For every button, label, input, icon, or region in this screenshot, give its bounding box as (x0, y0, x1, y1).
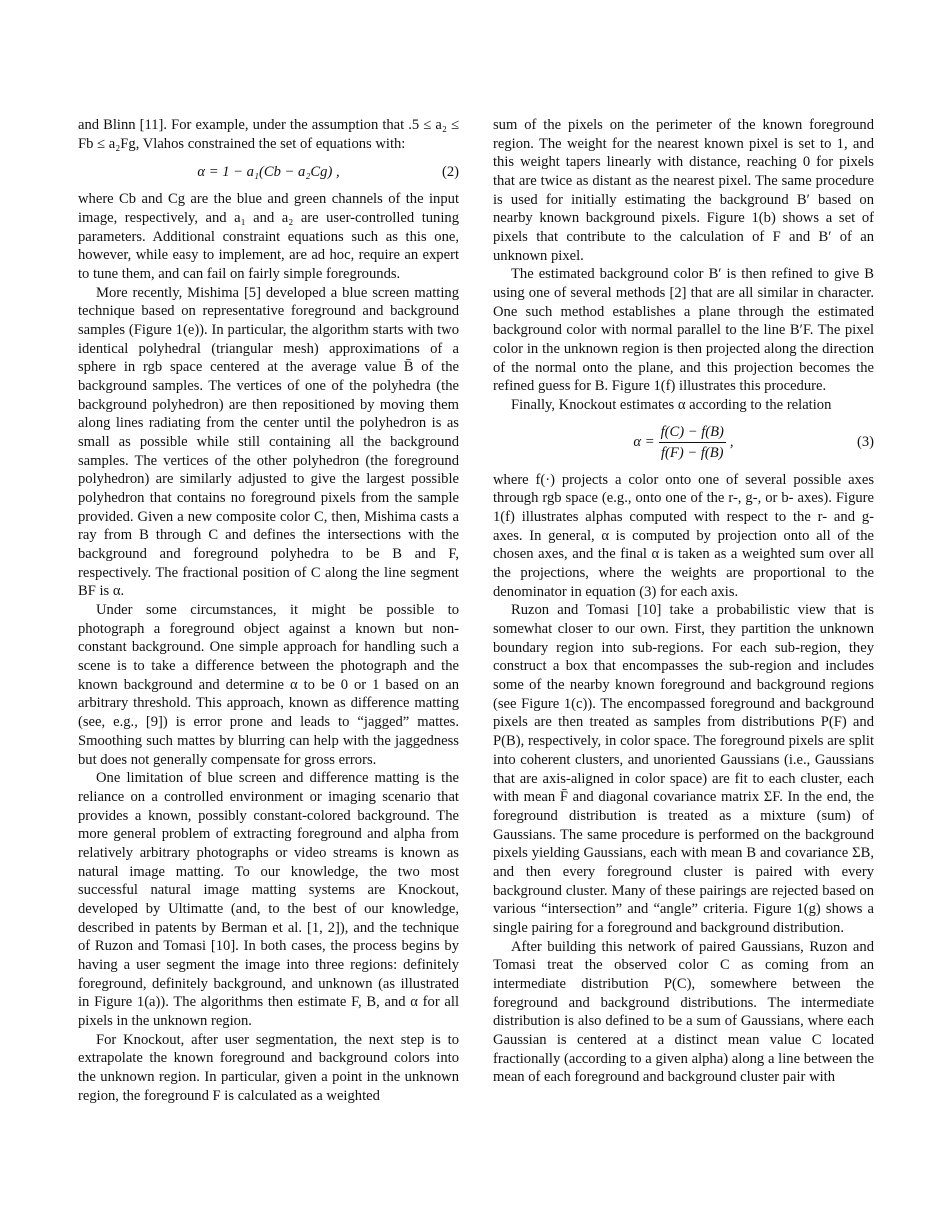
equation-expression: α = 1 − a₁(Cb − a₂Cg) , (197, 163, 340, 180)
paragraph: sum of the pixels on the perimeter of the known foreground region. The weight for the nearest known pixel is set to 1, and this weight tapers linearly with distance, reaching 0 for pixels that are twice as distant as the nearest pixel. The same procedure is used for initially estimating the background B′ based on nearby known background pixels. Figure 1(b) shows a set of pixels that contribute to the calculation of F and B′ of an unknown pixel. (493, 117, 874, 264)
paragraph: Under some circumstances, it might be possible to photograph a foreground object against a known but non-constant background. One simple approach for handling such a scene is to take a difference between the photograph and the known background and determine α to be 0 or 1 based on an arbitrary threshold. This approach, known as difference matting (see, e.g., [9]) is error prone and leads to “jagged” mattes. Smoothing such mattes by blurring can help with the jaggedness but does not generally compensate for gross errors. (78, 602, 459, 768)
fraction (659, 423, 726, 463)
numerator: f(C) − f(B) (659, 423, 726, 444)
paragraph: The estimated background color B′ is then refined to give B using one of several methods [2] that are all similar in character. One such method establishes a plane through the estimated background color with normal parallel to the line B′F. The pixel color in the unknown region is then projected along the direction of the normal onto the plane, and this projection becomes the refined guess for B. Figure 1(f) illustrates this procedure. (493, 266, 874, 395)
paragraph: After building this network of paired Gaussians, Ruzon and Tomasi treat the observed color C as coming from an intermediate distribution P(C), somewhere between the foreground and background distributions. The intermediate distribution is also defined to be a sum of Gaussians, where each Gaussian is centered at a distinct mean value C located fractionally (according to a given alpha) along a line between the mean of each foreground and background cluster pair with (493, 938, 874, 1086)
equation-number: (2) (441, 163, 459, 180)
equation-number: (3) (856, 434, 874, 451)
equation-trail: , (729, 434, 734, 451)
equation-2 (78, 153, 459, 190)
paragraph: where Cb and Cg are the blue and green channels of the input image, respectively, and a₁ and a₂ are user-controlled tuning parameters. Additional constraint equations such as this one, however, while easy to implement, are ad hoc, require an expert to tune them, and can fail on fairly simple foregrounds. (78, 191, 459, 283)
equation-3 (493, 415, 874, 471)
denominator: f(F) − f(B) (660, 445, 724, 462)
paragraph: and Blinn [11]. For example, under the assumption that .5 ≤ a₂ ≤ Fb ≤ a₂Fg, Vlahos constrained the set of equations with: (78, 117, 459, 152)
paragraph: Ruzon and Tomasi [10] take a probabilistic view that is somewhat closer to our own. First, they partition the unknown boundary region into sub-regions. For each sub-region, they construct a box that encompasses the sub-region and includes some of the nearby known foreground and background regions (see Figure 1(c)). The encompassed foreground and background pixels are then treated as samples from distributions P(F) and P(B), respectively, in color space. The foreground pixels are split into coherent clusters, and unoriented Gaussians (i.e., Gaussians that are axis-aligned in color space) are fit to each cluster, each with mean F̄ and diagonal covariance matrix ΣF. In the end, the foreground distribution is treated as a mixture (sum) of Gaussians. The same procedure is performed on the background pixels yielding Gaussians, each with mean B and covariance ΣB, and then every foreground cluster is paired with every background cluster. Many of these pairings are rejected based on various “intersection” and “angle” criteria. Figure 1(g) shows a single pairing for a foreground and background distribution. (493, 602, 874, 936)
paragraph: For Knockout, after user segmentation, the next step is to extrapolate the known foreground and background colors into the unknown region. In particular, given a point in the unknown region, the foreground F is calculated as a weighted (78, 1031, 459, 1104)
paragraph: One limitation of blue screen and difference matting is the reliance on a controlled environment or imaging scenario that provides a known, possibly constant-colored background. The more general problem of extracting foreground and alpha from relatively arbitrary photographs or video streams is known as natural image matting. To our knowledge, the two most successful natural image matting systems are Knockout, developed by Ultimatte (and, to the best of our knowledge, described in patents by Berman et al. [1, 2]), and the technique of Ruzon and Tomasi [10]. In both cases, the process begins by having a user segment the image into three regions: definitely foreground, definitely background, and unknown (as illustrated in Figure 1(a)). The algorithms then estimate F, B, and α for all pixels in the unknown region. (78, 770, 459, 1029)
paragraph: Finally, Knockout estimates α according to the relation (511, 397, 832, 414)
equation-lhs: α = (633, 434, 655, 451)
paragraph: where f(·) projects a color onto one of several possible axes through rgb space (e.g., onto one of the r-, g-, or b- axes). Figure 1(f) illustrates alphas computed with respect to the r- and g- axes. In general, α is computed by projection onto all of the chosen axes, and the final α is taken as a weighted sum over all the projections, where the weights are proportional to the denominator in equation (3) for each axis. (493, 471, 874, 600)
right-column (493, 116, 874, 1087)
left-column (78, 116, 459, 1105)
paragraph: More recently, Mishima [5] developed a blue screen matting technique based on representative foreground and background samples (Figure 1(e)). In particular, the algorithm starts with two identical polyhedral (triangular mesh) approximations of a sphere in rgb space centered at the average value B̄ of the background samples. The vertices of one of the polyhedra (the background polyhedron) are then repositioned by moving them along lines radiating from the center until the polyhedron is as small as possible while still containing all the background samples. The vertices of the other polyhedron (the foreground polyhedron) are similarly adjusted to give the largest possible polyhedron that contains no foreground pixels from the sample provided. Given a new composite color C, then, Mishima casts a ray from B through C and defines the intersections with the background and foreground polyhedra to be B and F, respectively. The fractional position of C along the line segment BF is α. (78, 284, 459, 600)
